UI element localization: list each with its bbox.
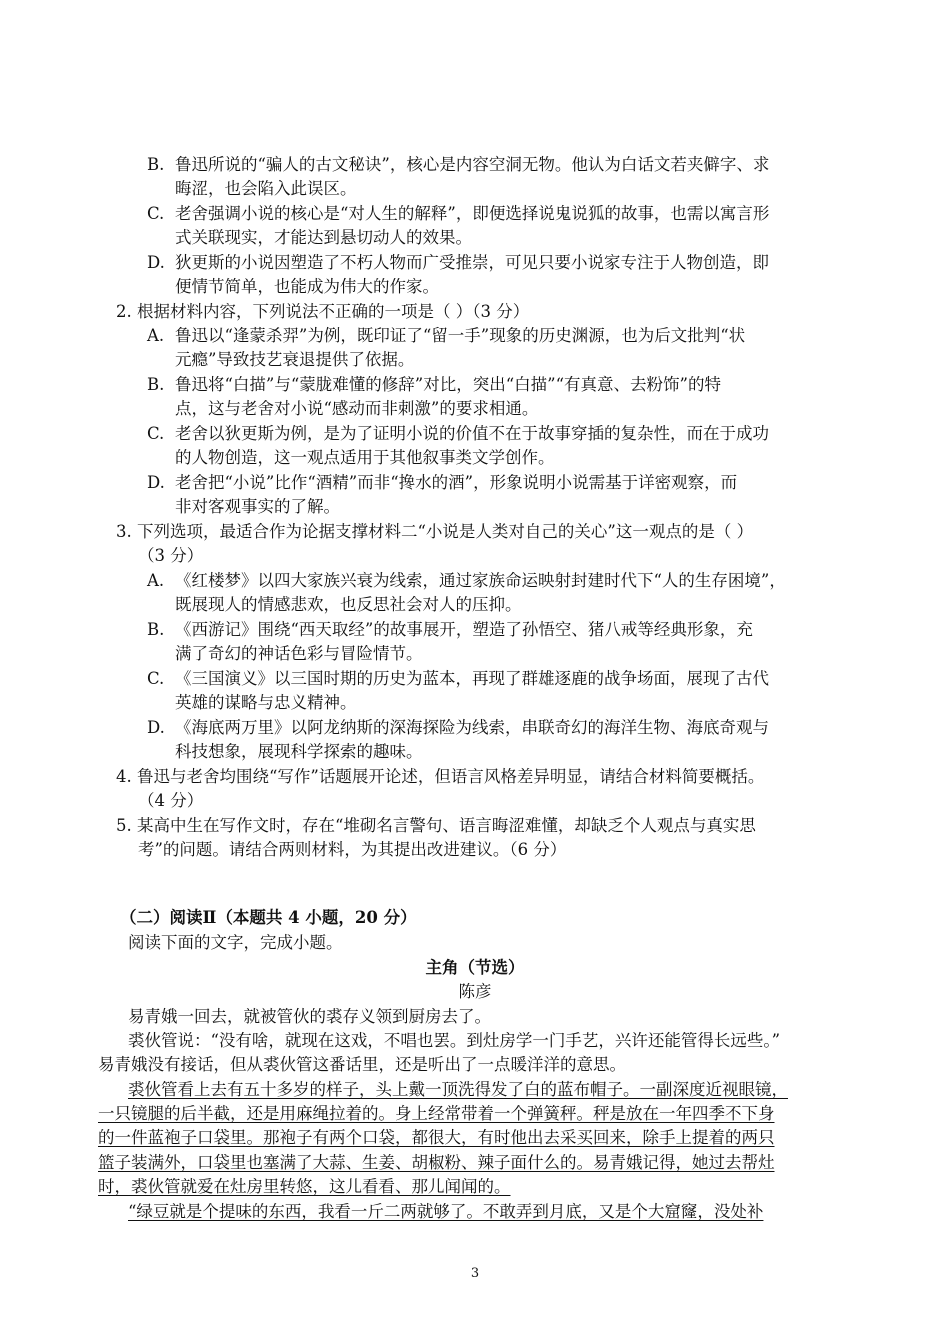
q1-option-b-letter: B. xyxy=(147,155,165,174)
q3-option-d-letter: D. xyxy=(147,718,165,737)
q2-option-a-line1: 鲁迅以“逢蒙杀羿”为例，既印证了“留一手”现象的历史渊源，也为后文批判“状 xyxy=(175,326,746,345)
paragraph-1: 易青娥一回去，就被管伙的裘存义领到厨房去了。 xyxy=(128,1007,491,1026)
underlined-line-2: 一只镜腿的后半截，还是用麻绳拉着的。身上经常带着一个弹簧秤。秤是放在一年四季不下身 xyxy=(98,1104,775,1123)
paragraph-2: 裘伙管说：“没有啥，就现在这戏，不唱也罢。到灶房学一门手艺，兴许还能管得长远些。” xyxy=(128,1031,781,1050)
q3-option-a-line1: 《红楼梦》以四大家族兴衰为线索，通过家族命运映射封建时代下“人的生存困境”， xyxy=(175,571,786,590)
article-title: 主角（节选） xyxy=(425,958,525,977)
q2-option-b-letter: B. xyxy=(147,375,165,394)
q1-option-d-line1: 狄更斯的小说因塑造了不朽人物而广受推崇，可见只要小说家专注于人物创造，即 xyxy=(175,253,769,272)
page-number: 3 xyxy=(470,1266,480,1281)
q3-stem-line2: （3 分） xyxy=(138,546,204,565)
underlined-line-1: 裘伙管看上去有五十多岁的样子，头上戴一顶洗得发了白的蓝布帽子。一副深度近视眼镜， xyxy=(128,1080,788,1099)
section2-heading: （二）阅读Ⅱ（本题共 4 小题，20 分） xyxy=(120,908,417,927)
q2-option-d-letter: D. xyxy=(147,473,165,492)
q2-option-a-line2: 元瘾”导致技艺衰退提供了依据。 xyxy=(175,350,415,369)
q3-option-d-line1: 《海底两万里》以阿龙纳斯的深海探险为线索，串联奇幻的海洋生物、海底奇观与 xyxy=(175,718,769,737)
q3-option-b-line1: 《西游记》围绕“西天取经”的故事展开，塑造了孙悟空、猪八戒等经典形象，充 xyxy=(175,620,753,639)
q2-option-c-line2: 的人物创造，这一观点适用于其他叙事类文学创作。 xyxy=(175,448,555,467)
q3-option-c-line1: 《三国演义》以三国时期的历史为蓝本，再现了群雄逐鹿的战争场面，展现了古代 xyxy=(175,669,769,688)
q3-option-d-line2: 科技想象，展现科学探索的趣味。 xyxy=(175,742,423,761)
underlined-line-4: 篮子装满外，口袋里也塞满了大蒜、生姜、胡椒粉、辣子面什么的。易青娥记得，她过去帮灶 xyxy=(98,1153,775,1172)
q3-option-b-letter: B. xyxy=(147,620,165,639)
q3-option-a-line2: 既展现人的情感悲欢，也反思社会对人的压抑。 xyxy=(175,595,522,614)
q2-option-c-letter: C. xyxy=(147,424,165,443)
q1-option-d-letter: D. xyxy=(147,253,165,272)
q3-option-a-letter: A. xyxy=(147,571,165,590)
q5-line2: 考”的问题。请结合两则材料，为其提出改进建议。（6 分） xyxy=(138,840,567,859)
q1-option-b-line2: 晦涩，也会陷入此误区。 xyxy=(175,179,357,198)
underlined-line-6: “绿豆就是个提味的东西，我看一斤二两就够了。不敢弄到月底，又是个大窟窿，没处补 xyxy=(128,1202,764,1221)
q1-option-c-letter: C. xyxy=(147,204,165,223)
q4-line1: 4. 鲁迅与老舍均围绕“写作”话题展开论述，但语言风格差异明显，请结合材料简要概括。 xyxy=(116,767,765,786)
q5-line1: 5. 某高中生在写作文时，存在“堆砌名言警句、语言晦涩难懂，却缺乏个人观点与真实思 xyxy=(116,816,756,835)
q1-option-b-line1: 鲁迅所说的“骗人的古文秘诀”，核心是内容空洞无物。他认为白话文若夹僻字、求 xyxy=(175,155,770,174)
q2-option-b-line2: 点，这与老舍对小说“感动而非刺激”的要求相通。 xyxy=(175,399,539,418)
section2-instruction: 阅读下面的文字，完成小题。 xyxy=(128,933,343,952)
q2-option-c-line1: 老舍以狄更斯为例，是为了证明小说的价值不在于故事穿插的复杂性，而在于成功 xyxy=(175,424,769,443)
q4-line2: （4 分） xyxy=(138,791,204,810)
q2-option-b-line1: 鲁迅将“白描”与“蒙胧难懂的修辞”对比，突出“白描”“有真意、去粉饰”的特 xyxy=(175,375,721,394)
underlined-line-5: 时，裘伙管就爱在灶房里转悠，这儿看看、那儿闻闻的。 xyxy=(98,1177,511,1196)
q1-option-d-line2: 便情节简单，也能成为伟大的作家。 xyxy=(175,277,439,296)
q3-option-b-line2: 满了奇幻的神话色彩与冒险情节。 xyxy=(175,644,423,663)
paragraph-3: 易青娥没有接话，但从裘伙管这番话里，还是听出了一点暖洋洋的意思。 xyxy=(98,1055,626,1074)
q2-option-d-line2: 非对客观事实的了解。 xyxy=(175,497,340,516)
article-author: 陈彦 xyxy=(458,982,492,1001)
underlined-line-3: 的一件蓝袍子口袋里。那袍子有两个口袋，都很大，有时他出去采买回来，除手上提着的两只 xyxy=(98,1128,775,1147)
q3-option-c-letter: C. xyxy=(147,669,165,688)
q2-stem: 2. 根据材料内容，下列说法不正确的一项是（ ）（3 分） xyxy=(116,302,530,321)
q1-option-c-line2: 式关联现实，才能达到悬切动人的效果。 xyxy=(175,228,472,247)
q1-option-c-line1: 老舍强调小说的核心是“对人生的解释”，即便选择说鬼说狐的故事，也需以寓言形 xyxy=(175,204,770,223)
q2-option-a-letter: A. xyxy=(147,326,165,345)
q3-option-c-line2: 英雄的谋略与忠义精神。 xyxy=(175,693,357,712)
q3-stem-line1: 3. 下列选项，最适合作为论据支撑材料二“小说是人类对自己的关心”这一观点的是（ ） xyxy=(116,522,754,541)
q2-option-d-line1: 老舍把“小说”比作“酒精”而非“搀水的酒”，形象说明小说需基于详密观察，而 xyxy=(175,473,738,492)
